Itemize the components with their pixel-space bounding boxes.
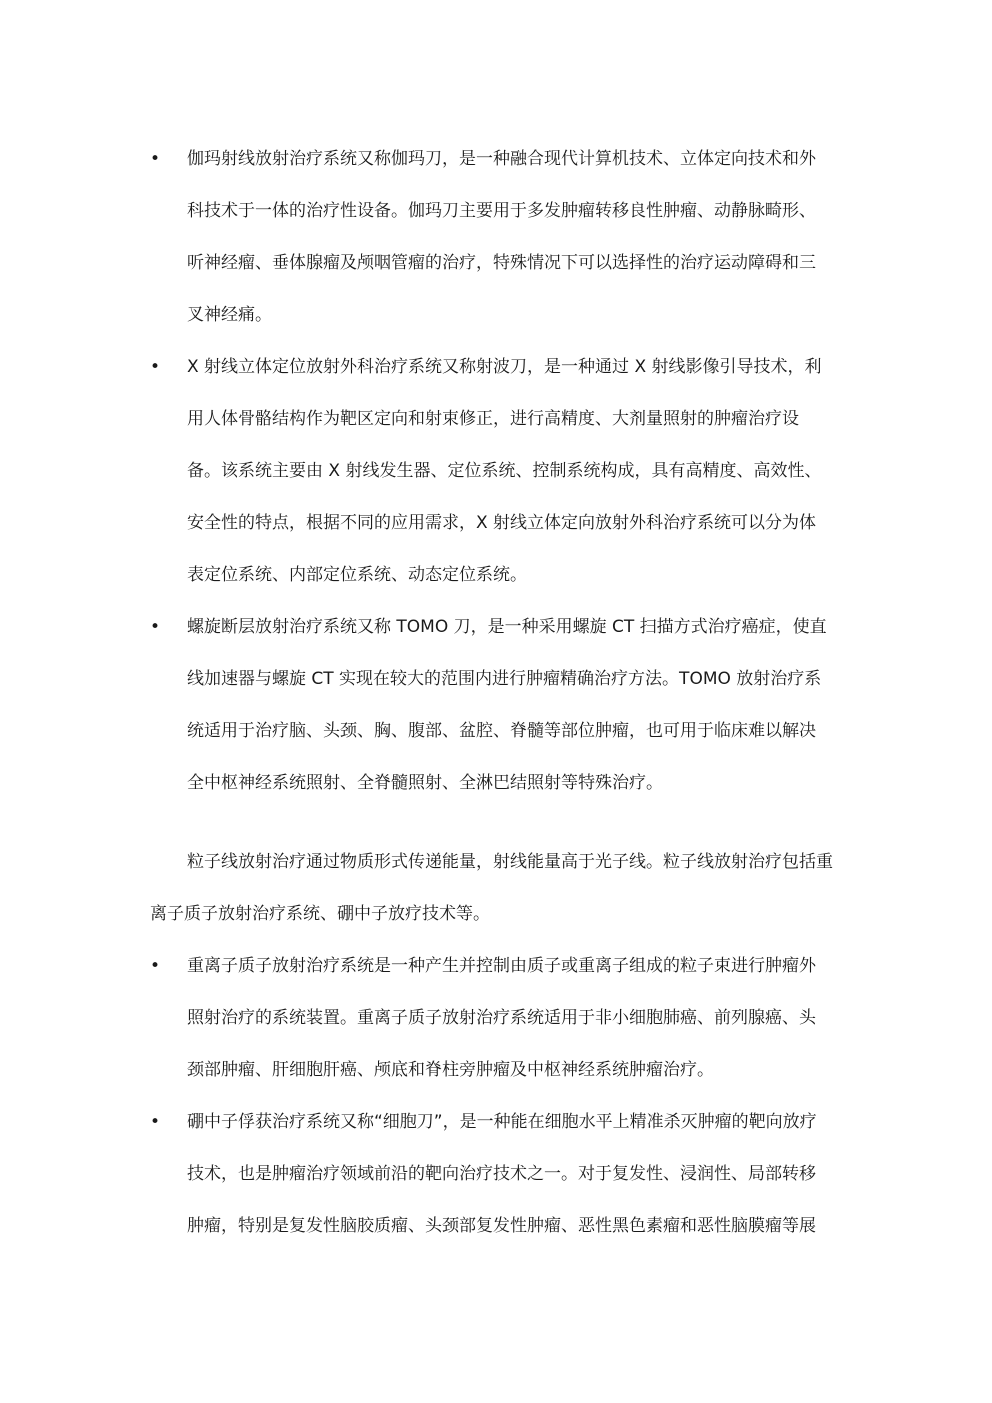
text-line: 离子质子放射治疗系统、硼中子放疗技术等。 <box>150 904 490 924</box>
text-line: 统适用于治疗脑、头颈、胸、腹部、盆腔、脊髓等部位肿瘤，也可用于临床难以解决 <box>187 721 816 741</box>
text-line: 技术，也是肿瘤治疗领域前沿的靶向治疗技术之一。对于复发性、浸润性、局部转移 <box>187 1164 816 1184</box>
text-line: 表定位系统、内部定位系统、动态定位系统。 <box>187 565 527 585</box>
text-line: 照射治疗的系统装置。重离子质子放射治疗系统适用于非小细胞肺癌、前列腺癌、头 <box>187 1008 816 1028</box>
text-line: 听神经瘤、垂体腺瘤及颅咽管瘤的治疗，特殊情况下可以选择性的治疗运动障碍和三 <box>187 253 816 273</box>
text-line: 用人体骨骼结构作为靶区定向和射束修正，进行高精度、大剂量照射的肿瘤治疗设 <box>187 409 799 429</box>
text-line: 肿瘤，特别是复发性脑胶质瘤、头颈部复发性肿瘤、恶性黑色素瘤和恶性脑膜瘤等展 <box>187 1216 816 1236</box>
text-line: 线加速器与螺旋 CT 实现在较大的范围内进行肿瘤精确治疗方法。TOMO 放射治疗系 <box>187 669 822 689</box>
text-line: 粒子线放射治疗通过物质形式传递能量，射线能量高于光子线。粒子线放射治疗包括重 <box>187 852 833 872</box>
bullet-icon: • <box>150 956 161 976</box>
text-line: 颈部肿瘤、肝细胞肝癌、颅底和脊柱旁肿瘤及中枢神经系统肿瘤治疗。 <box>187 1060 714 1080</box>
bullet-icon: • <box>150 149 161 169</box>
text-line: 全中枢神经系统照射、全脊髓照射、全淋巴结照射等特殊治疗。 <box>187 773 663 793</box>
text-line: 备。该系统主要由 X 射线发生器、定位系统、控制系统构成，具有高精度、高效性、 <box>187 461 822 481</box>
text-line: 叉神经痛。 <box>187 305 272 325</box>
text-line: 科技术于一体的治疗性设备。伽玛刀主要用于多发肿瘤转移良性肿瘤、动静脉畸形、 <box>187 201 816 221</box>
text-line: X 射线立体定位放射外科治疗系统又称射波刀，是一种通过 X 射线影像引导技术，利 <box>187 357 822 377</box>
bullet-icon: • <box>150 357 161 377</box>
text-line: 安全性的特点，根据不同的应用需求，X 射线立体定向放射外科治疗系统可以分为体 <box>187 513 817 533</box>
text-line: 硼中子俘获治疗系统又称“细胞刀”，是一种能在细胞水平上精准杀灭肿瘤的靶向放疗 <box>187 1112 817 1132</box>
text-line: 伽玛射线放射治疗系统又称伽玛刀，是一种融合现代计算机技术、立体定向技术和外 <box>187 149 816 169</box>
bullet-icon: • <box>150 1112 161 1132</box>
text-line: 重离子质子放射治疗系统是一种产生并控制由质子或重离子组成的粒子束进行肿瘤外 <box>187 956 816 976</box>
text-line: 螺旋断层放射治疗系统又称 TOMO 刀，是一种采用螺旋 CT 扫描方式治疗癌症，使直 <box>187 617 827 637</box>
bullet-icon: • <box>150 617 161 637</box>
